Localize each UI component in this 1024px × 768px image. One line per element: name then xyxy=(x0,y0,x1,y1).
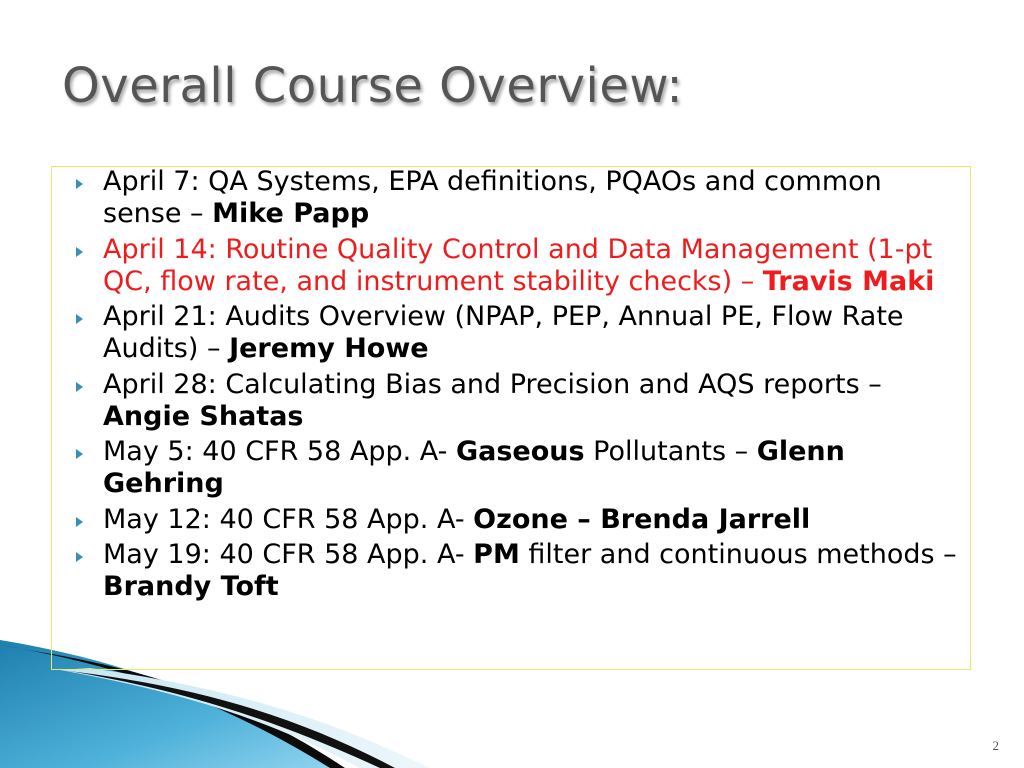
bullet-list xyxy=(76,166,966,607)
item-text: Pollutants – xyxy=(584,436,757,467)
bullet-arrow-icon xyxy=(76,449,83,459)
presenter-name: Jeremy Howe xyxy=(229,333,429,364)
presenter-name: Angie Shatas xyxy=(103,400,304,432)
item-text: April 28: Calculating Bias and Precision and AQS reports – xyxy=(103,368,882,400)
item-text: May 5: 40 CFR 58 App. A- xyxy=(103,436,456,467)
item-text: May 19: 40 CFR 58 App. A- xyxy=(103,539,474,570)
presenter-name: Mike Papp xyxy=(212,198,370,229)
presenter-name: Glenn Gehring xyxy=(103,436,845,499)
list-item xyxy=(76,166,966,230)
presenter-name: Brandy Toft xyxy=(103,571,279,602)
list-item-highlighted xyxy=(76,234,966,298)
page-number: 2 xyxy=(992,738,999,753)
bullet-arrow-icon xyxy=(76,247,83,257)
item-text: filter and continuous methods – xyxy=(519,539,957,570)
topic-emphasis: Gaseous xyxy=(455,436,585,467)
bullet-arrow-icon xyxy=(76,552,83,562)
item-text: April 14: Routine Quality Control and Data Management (1-pt QC, flow rate, and instrument stability checks) – xyxy=(103,233,933,297)
list-item xyxy=(76,436,966,500)
bullet-arrow-icon xyxy=(76,517,83,527)
item-text: May 12: 40 CFR 58 App. A- xyxy=(103,503,474,535)
item-text: April 7: QA Systems, EPA definitions, PQAOs and common sense – xyxy=(103,166,882,229)
presenter-name: Ozone – Brenda Jarrell xyxy=(473,503,811,535)
bullet-arrow-icon xyxy=(76,314,83,324)
list-item xyxy=(76,539,966,603)
presenter-name: Travis Maki xyxy=(762,265,935,297)
list-item xyxy=(76,504,966,536)
list-item xyxy=(76,369,966,433)
item-text: April 21: Audits Overview (NPAP, PEP, Annual PE, Flow Rate Audits) – xyxy=(103,301,904,364)
bullet-arrow-icon xyxy=(76,382,83,392)
list-item xyxy=(76,301,966,365)
slide-title: Overall Course Overview: xyxy=(62,58,684,114)
bullet-arrow-icon xyxy=(76,179,83,189)
topic-emphasis: PM xyxy=(473,539,520,570)
